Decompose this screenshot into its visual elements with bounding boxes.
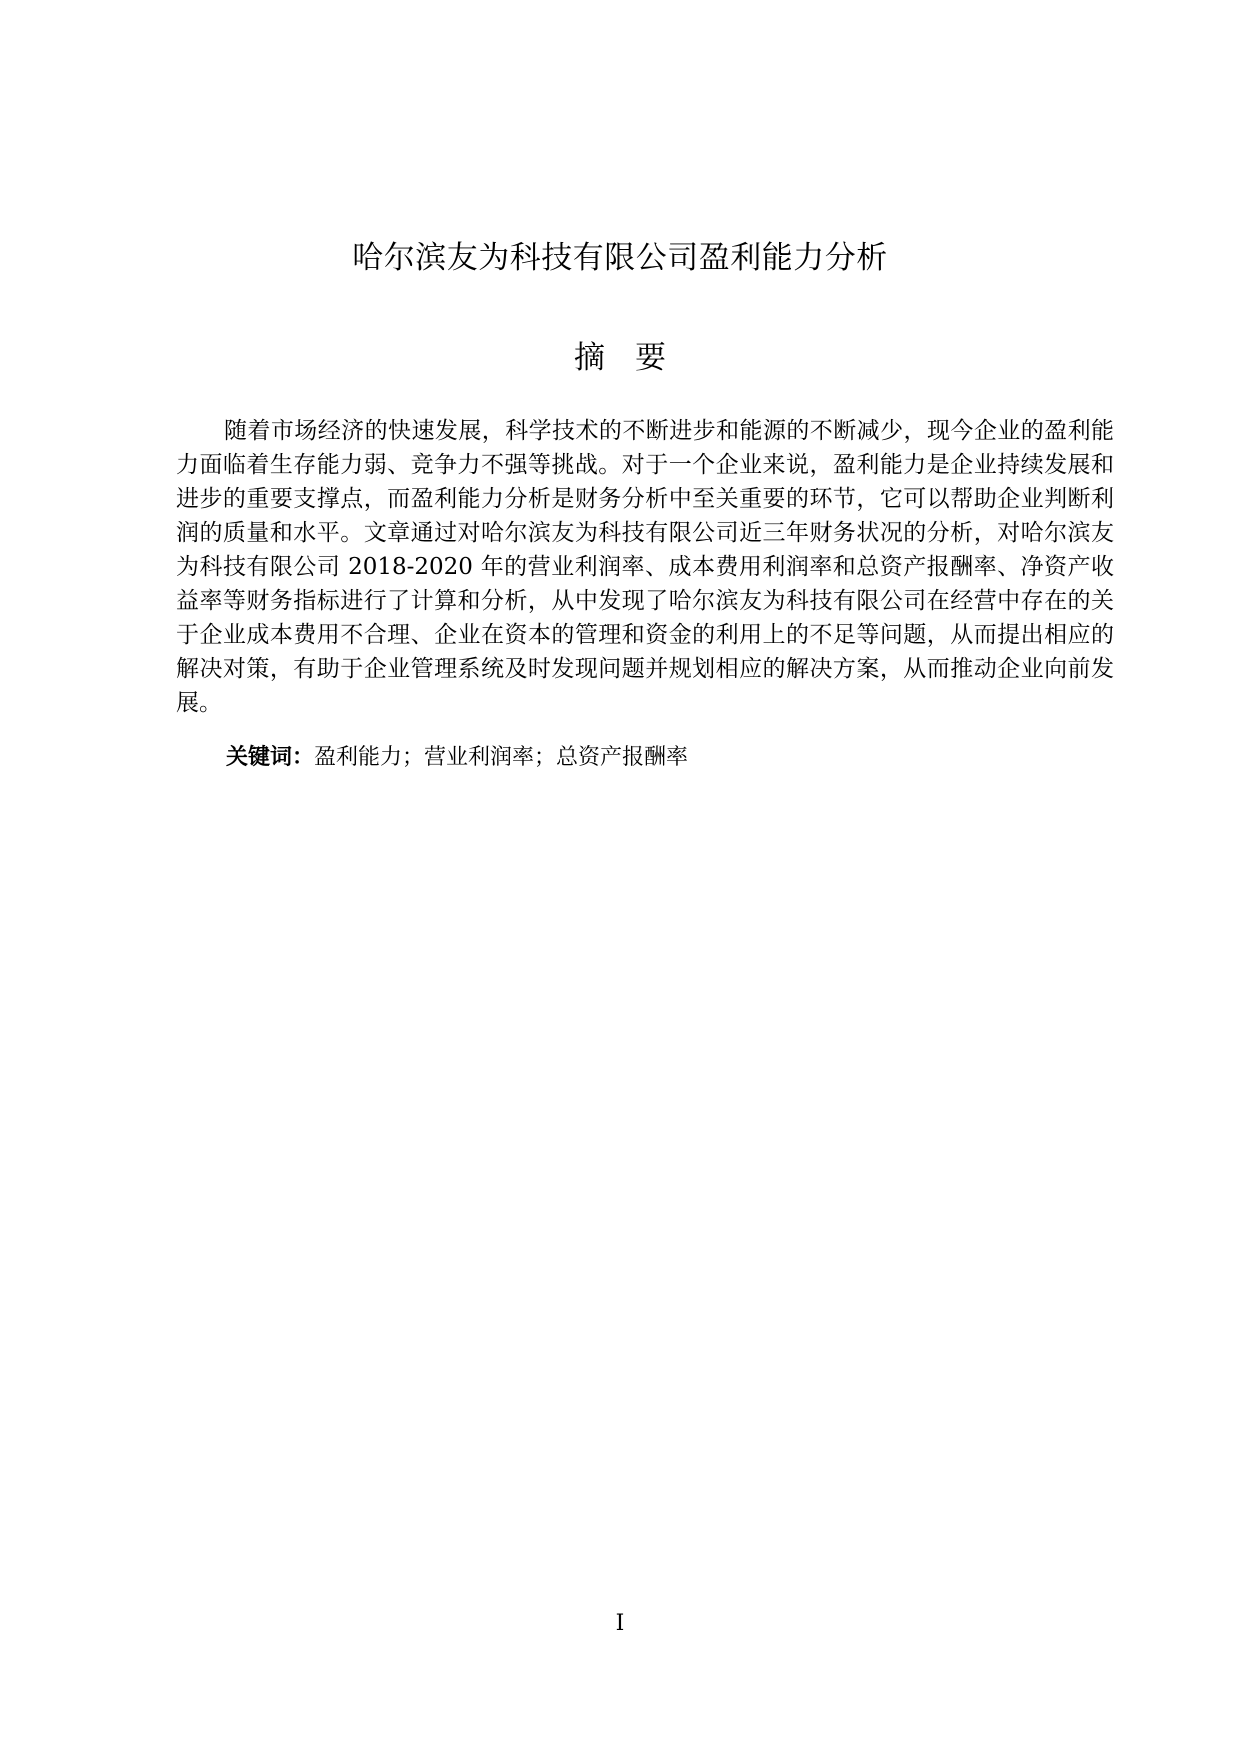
abstract-body: 随着市场经济的快速发展，科学技术的不断进步和能源的不断减少，现今企业的盈利能力面临着生存能力弱、竞争力不强等挑战。对于一个企业来说，盈利能力是企业持续发展和进步的重要支撑点，而盈利能力分析是财务分析中至关重要的环节，它可以帮助企业判断利润的质量和水平。文章通过对哈尔滨友为科技有限公司近三年财务状况的分析，对哈尔滨友为科技有限公司 2018-2020 年的营业利润率、成本费用利润率和总资产报酬率、净资产收益率等财务指标进行了计算和分析，从中发现了哈尔滨友为科技有限公司在经营中存在的关于企业成本费用不合理、企业在资本的管理和资金的利用上的不足等问题，从而提出相应的解决对策，有助于企业管理系统及时发现问题并规划相应的解决方案，从而推动企业向前发展。 — [176, 418, 1114, 716]
document-title: 哈尔滨友为科技有限公司盈利能力分析 — [352, 240, 888, 276]
keywords-label: 关键词： — [226, 745, 315, 770]
abstract-heading: 摘要 — [574, 340, 696, 376]
page-number: I — [615, 1611, 625, 1636]
keywords-line — [226, 742, 688, 774]
keywords-value: 盈利能力；营业利润率；总资产报酬率 — [314, 745, 689, 770]
